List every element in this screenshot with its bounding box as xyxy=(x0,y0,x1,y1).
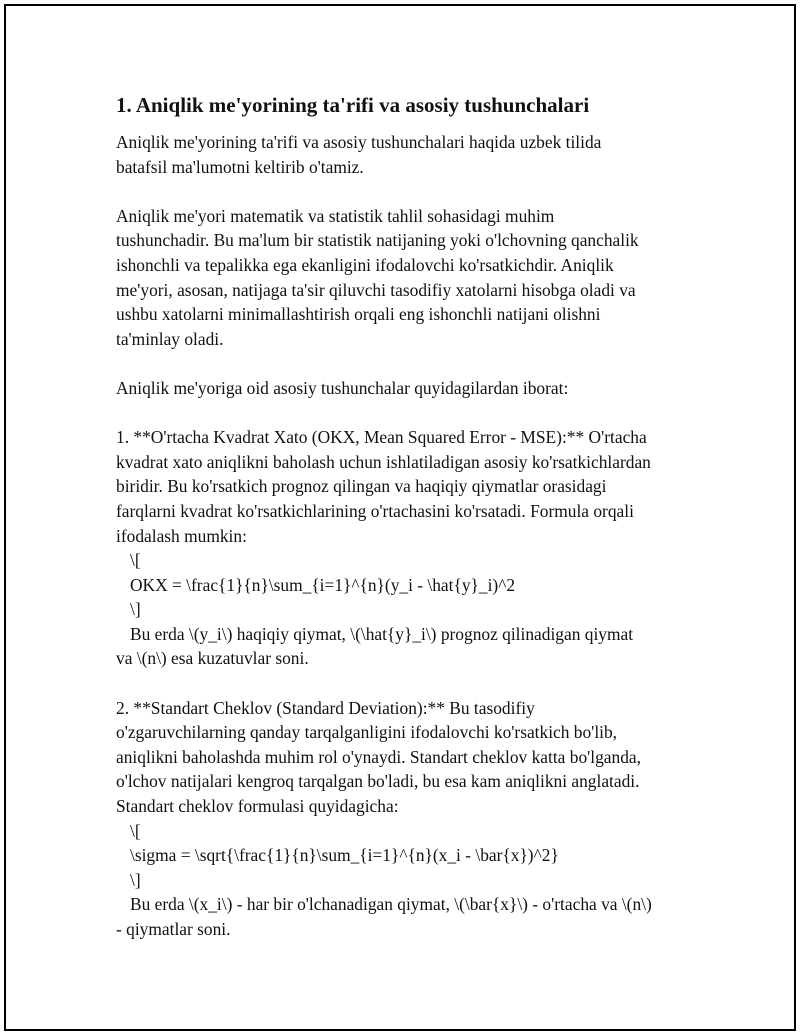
intro-paragraph xyxy=(116,130,696,179)
concepts-intro-paragraph xyxy=(116,376,696,401)
text-line: ifodalash mumkin: xyxy=(116,525,247,546)
text-line: tushunchadir. Bu ma'lum bir statistik natijaning yoki o'lchovning qanchalik xyxy=(116,230,639,251)
text-line: Aniqlik me'yorining ta'rifi va asosiy tushunchalari haqida uzbek tilida xyxy=(116,132,602,152)
text-line: me'yori, asosan, natijaga ta'sir qiluvchi tasodifiy xatolarni hisobga oladi va xyxy=(116,279,636,300)
formula-close: \] xyxy=(130,599,141,620)
text-line: aniqlikni baholashda muhim rol o'ynaydi. Standart cheklov katta bo'lganda, xyxy=(116,746,641,767)
formula-std-dev: \sigma = \sqrt{\frac{1}{n}\sum_{i=1}^{n}(x_i - \bar{x})^2} xyxy=(130,845,559,866)
formula-note: - qiymatlar soni. xyxy=(116,919,231,939)
formula-open: \[ xyxy=(130,550,141,571)
text-line: kvadrat xato aniqlikni baholash uchun ishlatiladigan asosiy ko'rsatkichlardan xyxy=(116,451,651,472)
formula-open: \[ xyxy=(130,820,141,841)
formula-note: Bu erda \(x_i\) - har bir o'lchanadigan qiymat, \(\bar{x}\) - o'rtacha va \(n\) xyxy=(130,894,652,915)
document-content xyxy=(116,90,696,966)
text-line: o'lchov natijalari kengroq tarqalgan bo'ladi, bu esa kam aniqlikni anglatadi. xyxy=(116,771,640,792)
text-line: 2. **Standart Cheklov (Standard Deviation):** Bu tasodifiy xyxy=(116,697,535,718)
formula-note: va \(n\) esa kuzatuvlar soni. xyxy=(116,648,309,669)
text-line: Standart cheklov formulasi quyidagicha: xyxy=(116,796,399,817)
list-item-std-dev xyxy=(116,696,696,942)
list-item-mse xyxy=(116,425,696,671)
definition-paragraph xyxy=(116,204,696,352)
formula-mse: OKX = \frac{1}{n}\sum_{i=1}^{n}(y_i - \hat{y}_i)^2 xyxy=(130,574,516,595)
text-line: o'zgaruvchilarning qanday tarqalganligini ifodalovchi ko'rsatkich bo'lib, xyxy=(116,722,618,743)
section-heading: 1. Aniqlik me'yorining ta'rifi va asosiy tushunchalari xyxy=(116,93,590,117)
text-line: ta'minlay oladi. xyxy=(116,328,224,349)
text-line: 1. **O'rtacha Kvadrat Xato (OKX, Mean Squared Error - MSE):** O'rtacha xyxy=(116,427,647,448)
text-line: biridir. Bu ko'rsatkich prognoz qilingan va haqiqiy qiymatlar orasidagi xyxy=(116,476,607,497)
text-line: Aniqlik me'yori matematik va statistik tahlil sohasidagi muhim xyxy=(116,205,555,226)
formula-close: \] xyxy=(130,869,141,890)
text-line: ishonchli va tepalikka ega ekanligini ifodalovchi ko'rsatkichdir. Aniqlik xyxy=(116,254,614,275)
text-line: batafsil ma'lumotni keltirib o'tamiz. xyxy=(116,156,364,177)
formula-note: Bu erda \(y_i\) haqiqiy qiymat, \(\hat{y}_i\) prognoz qilinadigan qiymat xyxy=(130,623,634,644)
text-line: Aniqlik me'yoriga oid asosiy tushunchalar quyidagilardan iborat: xyxy=(116,377,569,398)
text-line: farqlarni kvadrat ko'rsatkichlarining o'rtachasini ko'rsatadi. Formula orqali xyxy=(116,500,634,521)
text-line: ushbu xatolarni minimallashtirish orqali eng ishonchli natijani olishni xyxy=(116,304,601,325)
